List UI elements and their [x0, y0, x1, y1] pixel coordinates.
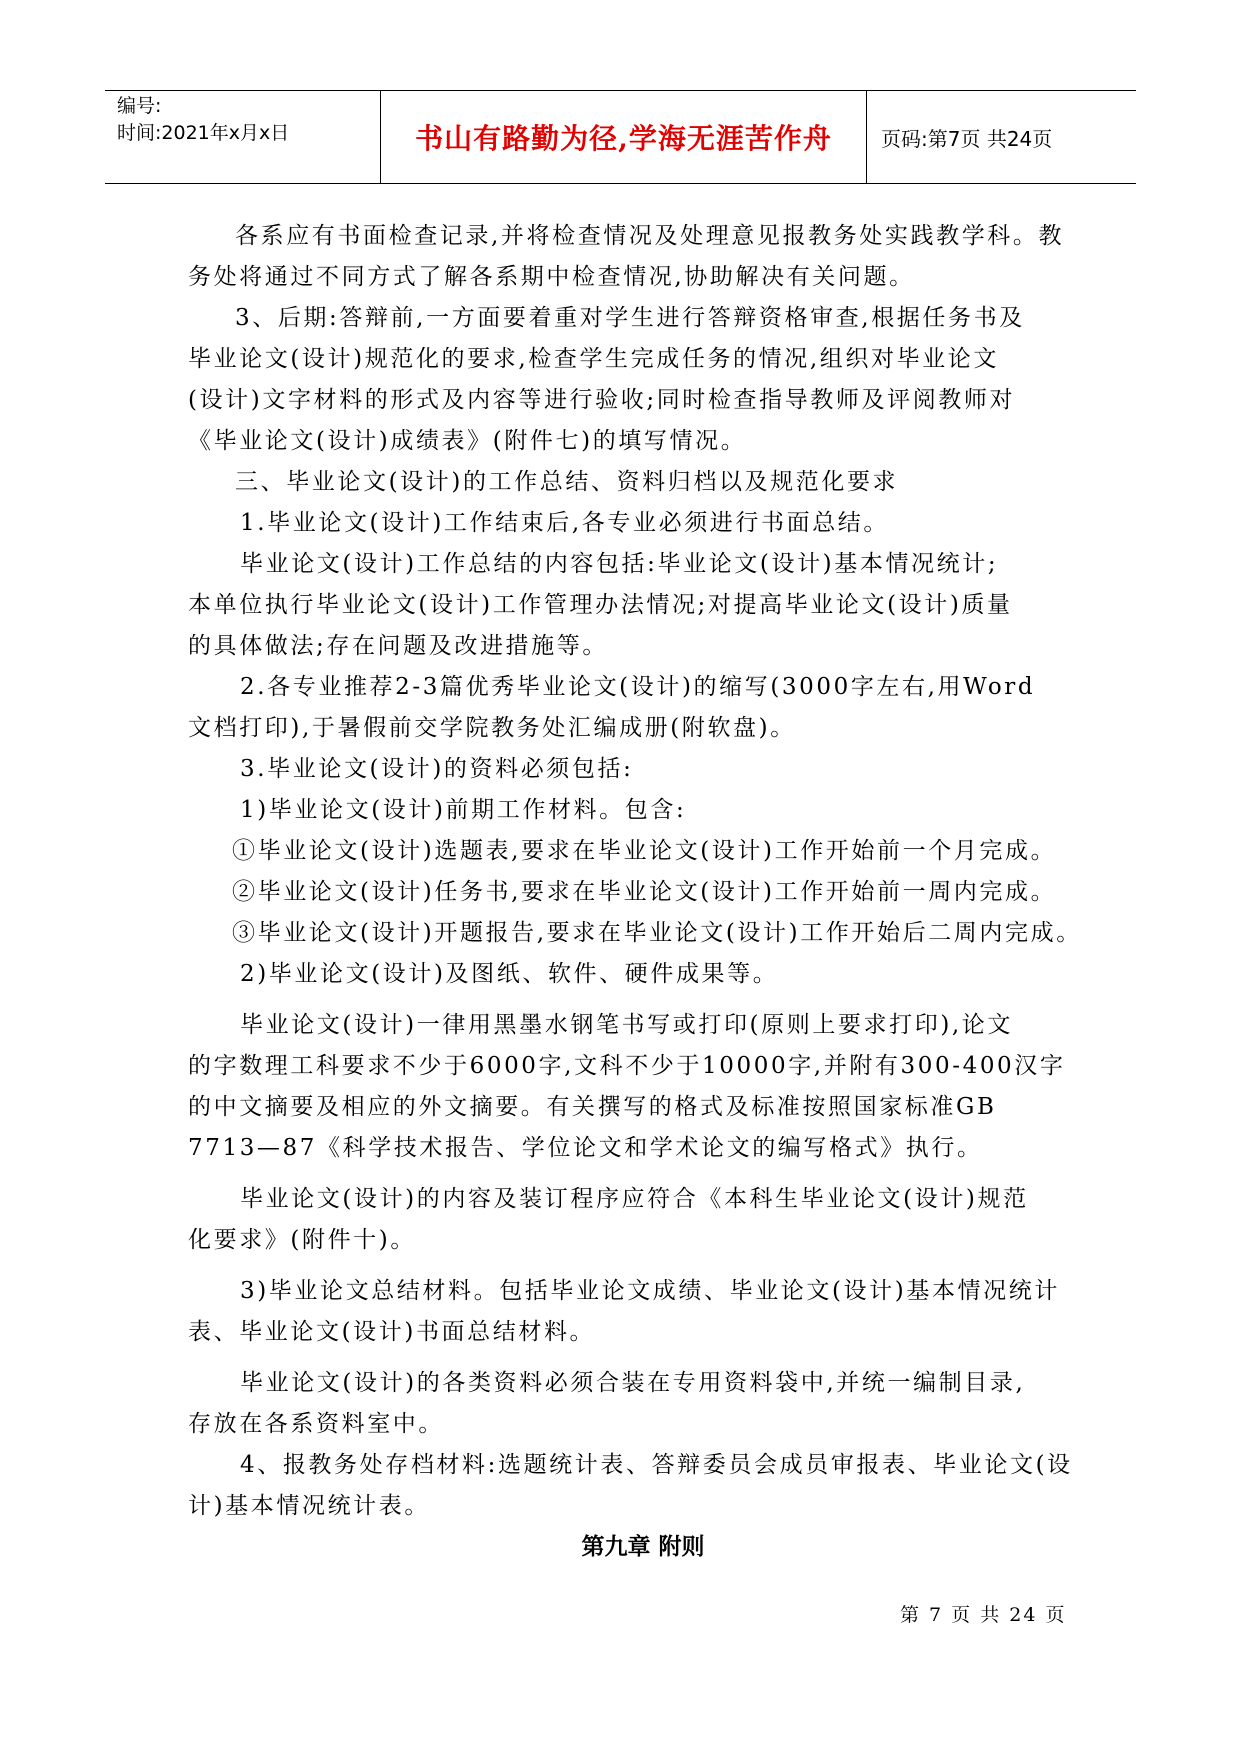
number-label: 编号:: [117, 95, 162, 117]
header-page-info: 页码:第7页 共24页: [881, 126, 1053, 151]
body-line: 1.毕业论文(设计)工作结束后,各专业必须进行书面总结。: [240, 510, 890, 536]
page-footer: 第 7 页 共 24 页: [900, 1604, 1067, 1626]
body-line: 存放在各系资料室中。: [188, 1411, 444, 1437]
body-line: 毕业论文(设计)工作总结的内容包括:毕业论文(设计)基本情况统计;: [240, 551, 999, 577]
body-line: 化要求》(附件十)。: [188, 1227, 416, 1253]
body-line: ②毕业论文(设计)任务书,要求在毕业论文(设计)工作开始前一周内完成。: [232, 879, 1057, 905]
body-line: ①毕业论文(设计)选题表,要求在毕业论文(设计)工作开始前一个月完成。: [232, 838, 1057, 864]
section-heading: 三、毕业论文(设计)的工作总结、资料归档以及规范化要求: [235, 469, 899, 495]
body-line: 的中文摘要及相应的外文摘要。有关撰写的格式及标准按照国家标准GB: [188, 1094, 997, 1120]
body-line: ③毕业论文(设计)开题报告,要求在毕业论文(设计)工作开始后二周内完成。: [232, 920, 1082, 946]
body-line: 3.毕业论文(设计)的资料必须包括:: [240, 756, 634, 782]
body-line: 务处将通过不同方式了解各系期中检查情况,协助解决有关问题。: [188, 264, 915, 290]
body-line: 文档打印),于暑假前交学院教务处汇编成册(附软盘)。: [188, 715, 796, 741]
body-line: 《毕业论文(设计)成绩表》(附件七)的填写情况。: [188, 428, 747, 454]
body-line: 毕业论文(设计)的各类资料必须合装在专用资料袋中,并统一编制目录,: [240, 1370, 1026, 1396]
body-line: 本单位执行毕业论文(设计)工作管理办法情况;对提高毕业论文(设计)质量: [188, 592, 1013, 618]
chapter-title: 第九章 附则: [581, 1534, 705, 1560]
body-line: 毕业论文(设计)的内容及装订程序应符合《本科生毕业论文(设计)规范: [240, 1186, 1029, 1212]
header-motto: 书山有路勤为径,学海无涯苦作舟: [381, 91, 867, 183]
header-meta: [105, 91, 381, 183]
body-line: 毕业论文(设计)一律用黑墨水钢笔书写或打印(原则上要求打印),论文: [240, 1012, 1014, 1038]
time-label: 时间:2021年x月x日: [117, 122, 290, 144]
body-line: 各系应有书面检查记录,并将检查情况及处理意见报教务处实践教学科。教: [235, 223, 1065, 249]
body-line: 的字数理工科要求不少于6000字,文科不少于10000字,并附有300-400汉字: [188, 1053, 1066, 1079]
body-line: 毕业论文(设计)规范化的要求,检查学生完成任务的情况,组织对毕业论文: [188, 346, 999, 372]
page-header: [105, 90, 1136, 184]
body-line: 7713—87《科学技术报告、学位论文和学术论文的编写格式》执行。: [188, 1135, 983, 1161]
body-line: 4、报教务处存档材料:选题统计表、答辩委员会成员审报表、毕业论文(设: [240, 1452, 1073, 1478]
body-line: (设计)文字材料的形式及内容等进行验收;同时检查指导教师及评阅教师对: [188, 387, 1016, 413]
body-line: 2.各专业推荐2-3篇优秀毕业论文(设计)的缩写(3000字左右,用Word: [240, 674, 1036, 700]
body-line: 1)毕业论文(设计)前期工作材料。包含:: [240, 797, 687, 823]
body-line: 3、后期:答辩前,一方面要着重对学生进行答辩资格审查,根据任务书及: [235, 305, 1025, 331]
body-line: 的具体做法;存在问题及改进措施等。: [188, 633, 608, 659]
body-line: 计)基本情况统计表。: [188, 1493, 430, 1519]
body-line: 表、毕业论文(设计)书面总结材料。: [188, 1319, 596, 1345]
body-line: 2)毕业论文(设计)及图纸、软件、硬件成果等。: [240, 961, 779, 987]
body-line: 3)毕业论文总结材料。包括毕业论文成绩、毕业论文(设计)基本情况统计: [240, 1278, 1060, 1304]
